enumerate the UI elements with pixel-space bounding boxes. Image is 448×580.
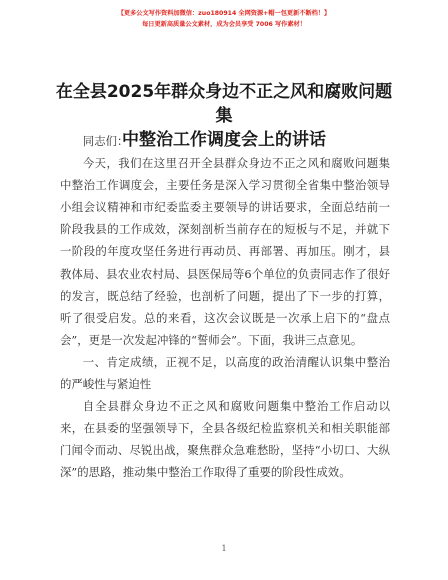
promo-banner-line-2: 每日更新高质量公文素材，成为会员享受 7006 写作素材！	[142, 21, 306, 28]
document-title-line-1: 在全县2025年群众身边不正之风和腐败问题集	[55, 82, 393, 126]
promo-banner	[0, 8, 448, 30]
section-heading-1: 一、肯定成绩，正视不足，以高度的政治清醒认识集中整治的严峻性与紧迫性	[60, 354, 390, 392]
page-number: 1	[221, 544, 227, 553]
greeting: 同志们：	[82, 134, 129, 148]
body-paragraph-2: 自全县群众身边不正之风和腐败问题集中整治工作启动以来，在县委的坚强领导下，全县各级纪检监察机关和相关职能部门闻令而动、尽锐出战，聚焦群众急难愁盼，坚持“小切口、大纵深”的思路，推动集中整治工作取得了重要的阶段性成效。	[60, 399, 390, 480]
body-paragraph-1: 今天，我们在这里召开全县群众身边不正之风和腐败问题集中整治工作调度会，主要任务是深入学习贯彻全省集中整治领导小组会议精神和市纪委监委主要领导的讲话要求，全面总结前一阶段我县的工作成效，深刻剖析当前存在的短板与不足，并就下一阶段的年度攻坚任务进行再动员、再部署、再加压。刚才，县教体局、县农业农村局、县医保局等6个单位的负责同志作了很好的发言，既总结了经验，也剖析了问题，提出了下一步的打算，听了很受启发。总的来看，这次会议既是一次承上启下的“盘点会”，更是一次发起冲锋的“誓师会”。下面，我讲三点意见。	[60, 156, 390, 347]
document-body	[60, 130, 390, 484]
document-title-line-2: 中整治工作调度会上的讲话	[122, 130, 326, 150]
promo-banner-line-1: 【更多公文写作资料加微信：zuo180914 全网资源+帽一包更新不断档！】	[117, 10, 331, 17]
